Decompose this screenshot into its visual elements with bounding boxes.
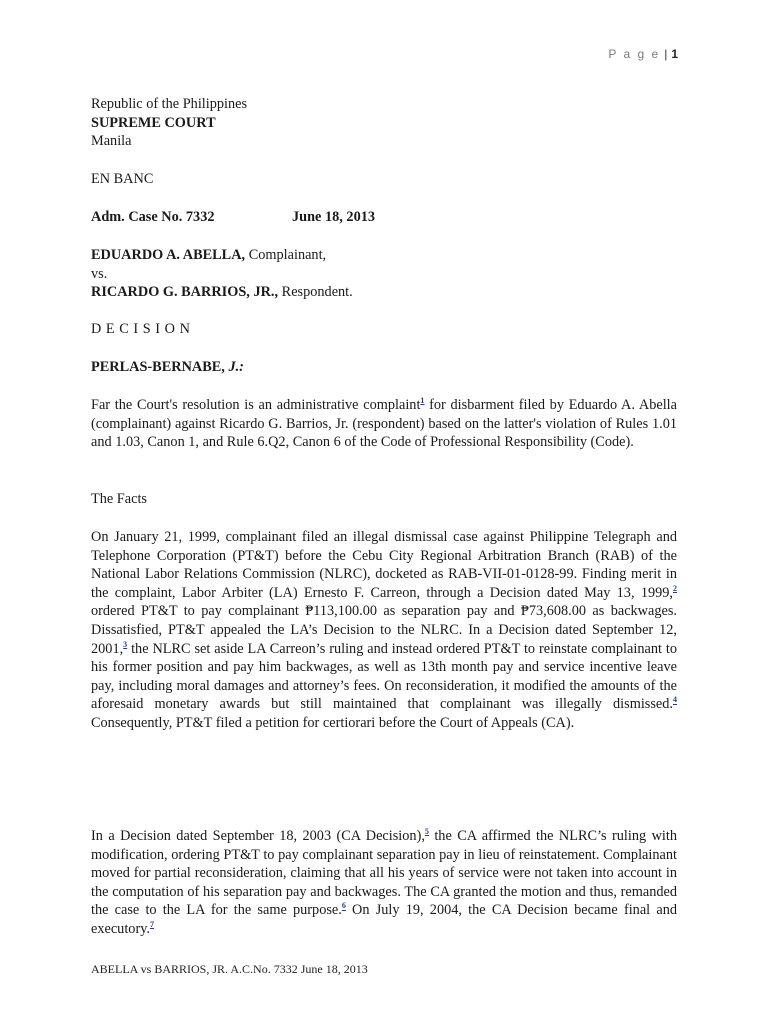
complainant-name: EDUARDO A. ABELLA, bbox=[91, 247, 246, 263]
p2-text-c: the NLRC set aside LA Carreon’s ruling and instead ordered PT&T to reinstate complainant to his former position and pay him backwages, as well as 13th month pay and service incentive leave pay, including moral damages and attorney’s fees. On reconsideration, it modified the amounts of the aforesaid monetary awards but still maintained that complainant was illegally dismissed. bbox=[91, 640, 677, 713]
page-number: 1 bbox=[671, 47, 678, 61]
parties-block bbox=[91, 246, 677, 302]
p1-text-b: for disbarment filed by Eduardo A. Abella (complainant) against Ricardo G. Barrios, Jr. (respondent) based on the latter's violation of Rules 1.01 and 1.03, Canon 1, and Rule 6.Q2, Canon 6 of the Code of Professional Responsibility (Code). bbox=[91, 397, 677, 451]
respondent-name: RICARDO G. BARRIOS, JR., bbox=[91, 284, 279, 301]
court-city: Manila bbox=[91, 133, 132, 150]
p2-text-d: Consequently, PT&T filed a petition for certiorari before the Court of Appeals (CA). bbox=[91, 714, 575, 731]
versus-line: vs. bbox=[91, 265, 108, 282]
decision-title: DECISION bbox=[91, 321, 195, 337]
case-line bbox=[91, 208, 677, 227]
division-label: EN BANC bbox=[91, 171, 154, 187]
paragraph-facts-2 bbox=[91, 827, 677, 939]
court-header bbox=[91, 95, 677, 151]
republic-line: Republic of the Philippines bbox=[91, 96, 248, 112]
p3-text-b: the CA affirmed the NLRC’s ruling with modification, ordering PT&T to pay complainant separation pay in lieu of reinstatement. Complainant moved for partial reconsideration, claiming that all his years of service were not taken into account in the computation of his separation pay and backwages. The CA granted the motion and thus, remanded the case to the LA for the same purpose. bbox=[91, 828, 677, 919]
court-name: SUPREME COURT bbox=[91, 114, 216, 131]
p3-text-c: On July 19, 2004, the CA Decision became final and executory. bbox=[91, 902, 677, 937]
p1-text-a: Far the Court's resolution is an administrative complaint bbox=[91, 397, 421, 413]
page-number-header bbox=[608, 47, 678, 61]
ponente-line bbox=[91, 358, 677, 377]
paragraph-facts-1 bbox=[91, 528, 677, 733]
footnote-link-1[interactable]: 1 bbox=[420, 396, 425, 406]
p3-text-a: In a Decision dated September 18, 2003 (CA Decision), bbox=[91, 828, 425, 844]
footnote-link-5[interactable]: 5 bbox=[424, 827, 429, 837]
respondent-line bbox=[91, 283, 677, 302]
paragraph-intro bbox=[91, 396, 677, 452]
footnote-link-4[interactable]: 4 bbox=[673, 695, 677, 705]
footnote-link-7[interactable]: 7 bbox=[150, 920, 155, 930]
p2-text-b: ordered PT&T to pay complainant ₱113,100.00 as separation pay and ₱73,608.00 as backwages. Dissatisfied, PT&T appealed the LA’s Decision to the NLRC. In a Decision dated September 12, 2001, bbox=[91, 603, 677, 657]
ponente-title: J.: bbox=[228, 359, 244, 375]
footnote-link-3[interactable]: 3 bbox=[123, 639, 128, 649]
respondent-role: Respondent. bbox=[278, 284, 353, 301]
complainant-line bbox=[91, 246, 677, 265]
footnote-link-6[interactable]: 6 bbox=[341, 901, 346, 911]
page-separator: | bbox=[664, 47, 668, 61]
p2-text-a: On January 21, 1999, complainant filed an illegal dismissal case against Philippine Telegraph and Telephone Corporation (PT&T) before the Cebu City Regional Arbitration Branch (RAB) of the National Labor Relations Commission (NLRC), docketed as RAB-VII-01-0128-99. Finding merit in the complaint, Labor Arbiter (LA) Ernesto F. Carreon, through a Decision dated May 13, 1999, bbox=[91, 529, 677, 601]
facts-heading: The Facts bbox=[91, 491, 147, 507]
ponente-name: PERLAS-BERNABE, bbox=[91, 359, 229, 375]
case-number: Adm. Case No. 7332 bbox=[91, 209, 215, 225]
page-label: P a g e bbox=[608, 47, 661, 61]
page-footer: ABELLA vs BARRIOS, JR. A.C.No. 7332 June 18, 2013 bbox=[91, 962, 368, 976]
complainant-role: Complainant, bbox=[245, 247, 327, 263]
footnote-link-2[interactable]: 2 bbox=[673, 584, 677, 594]
case-date: June 18, 2013 bbox=[292, 209, 376, 225]
